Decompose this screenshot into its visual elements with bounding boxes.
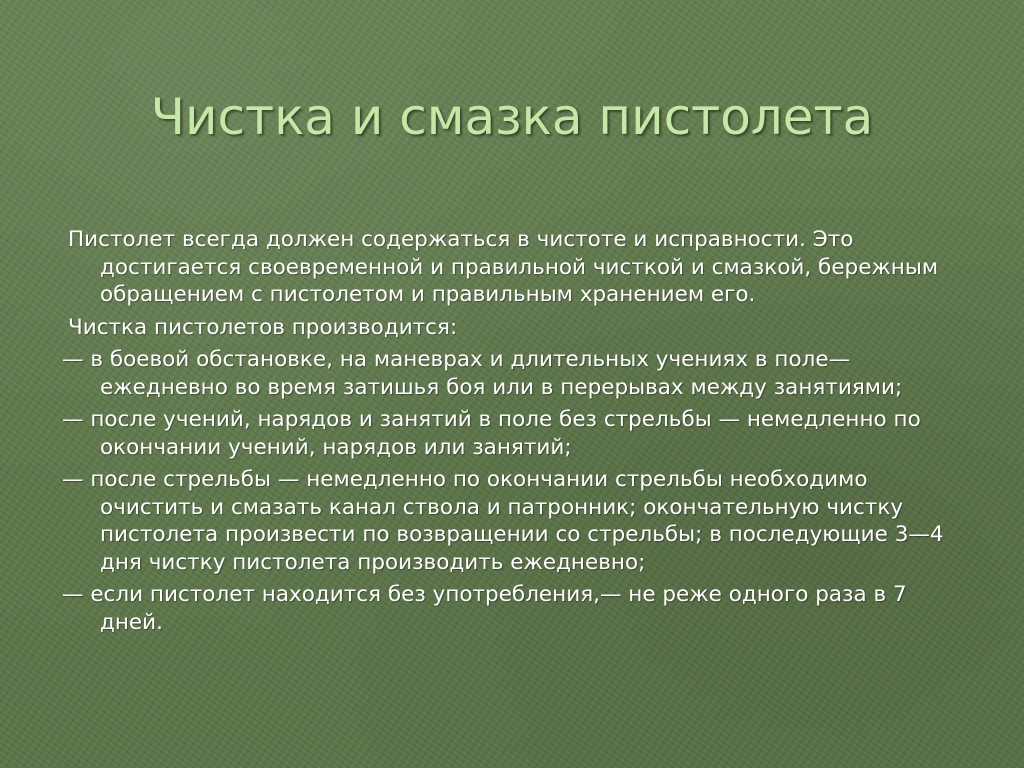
slide-title: Чистка и смазка пистолета [150, 88, 874, 146]
paragraph-intro: Пистолет всегда должен содержаться в чистоте и исправности. Это достигается своевременной и правильной чисткой и смазкой, бережным обращением с пистолетом и правильным хранением его. [68, 227, 939, 307]
list-item-combat: — в боевой обстановке, на маневрах и длительных учениях в поле—ежедневно во время затишья боя или в перерывах между занятиями; [62, 347, 903, 400]
list-item-after-exercises: — после учений, нарядов и занятий в поле без стрельбы — немедленно по окончании учений, нарядов или занятий; [62, 407, 921, 460]
slide-body [62, 226, 962, 641]
list-item-unused: — если пистолет находится без употребления,— не реже одного раза в 7 дней. [62, 582, 907, 635]
list-item-after-shooting: — после стрельбы — немедленно по окончании стрельбы необходимо очистить и смазать канал ствола и патронник; окончательную чистку пистолета произвести по возвращении со стрельбы; в последующие 3—4 дня чистку пистолета производить ежедневно; [62, 467, 944, 575]
paragraph-cleaning-heading: Чистка пистолетов производится: [68, 314, 458, 340]
